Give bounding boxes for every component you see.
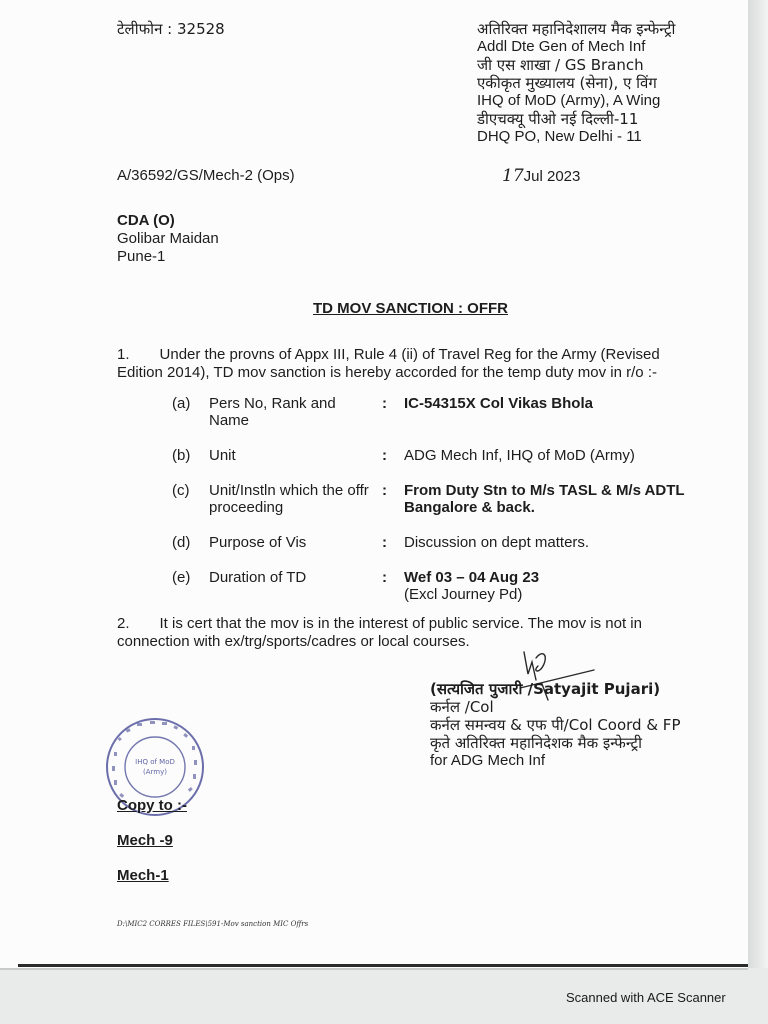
copy-to-heading: Copy to :-	[117, 797, 187, 814]
item-name: Unit	[209, 447, 236, 464]
item-value: Wef 03 – 04 Aug 23	[404, 569, 540, 586]
address-line: डीएचक्यू पीओ नई दिल्ली-11	[477, 110, 639, 128]
para-1-number: 1.	[117, 346, 130, 363]
page-edge-shadow	[748, 0, 768, 968]
para-1-line-1	[117, 346, 660, 364]
item-label: (b)	[172, 447, 191, 464]
letter-date	[502, 167, 580, 186]
item-label: (d)	[172, 534, 191, 551]
copy-recipient: Mech -9	[117, 832, 173, 849]
item-name: Purpose of Vis	[209, 534, 307, 551]
item-colon: :	[382, 447, 387, 464]
para-2-line-1	[117, 615, 642, 633]
item-colon: :	[382, 569, 387, 586]
para-2-text: It is cert that the mov is in the interest of public service. The mov is not in	[159, 615, 642, 632]
para-1-line-2: Edition 2014), TD mov sanction is hereby accorded for the temp duty mov in r/o :-	[117, 364, 657, 381]
scanner-watermark: Scanned with ACE Scanner	[566, 990, 726, 1005]
address-line: Addl Dte Gen of Mech Inf	[477, 38, 646, 55]
signatory-rank: कर्नल /Col	[430, 698, 494, 716]
stamp-inner-line-1: IHQ of MoD	[135, 758, 175, 766]
reference-number: A/36592/GS/Mech-2 (Ops)	[117, 167, 295, 184]
item-value: From Duty Stn to M/s TASL & M/s ADTL Bangalore & back.	[404, 482, 685, 516]
item-value: ADG Mech Inf, IHQ of MoD (Army)	[404, 447, 635, 464]
address-line: एकीकृत मुख्यालय (सेना), ए विंग	[477, 74, 657, 92]
telephone-number: टेलीफोन : 32528	[117, 20, 225, 38]
subject-heading: TD MOV SANCTION : OFFR	[313, 300, 508, 317]
item-colon: :	[382, 534, 387, 551]
item-name: Unit/Instln which the offr proceeding	[209, 482, 369, 516]
signatory-name: (सत्यजित पुजारी /Satyajit Pujari)	[430, 680, 661, 698]
addressee-line: Pune-1	[117, 248, 166, 265]
stamp-inner-line-2: (Army)	[143, 768, 167, 776]
address-line: DHQ PO, New Delhi - 11	[477, 128, 642, 145]
date-day-handwritten: 17	[502, 166, 524, 186]
file-path-footer: D:\MIC2 CORRES FILES\591-Mov sanction MIC Offrs	[117, 920, 309, 928]
addressee-line: Golibar Maidan	[117, 230, 219, 247]
item-colon: :	[382, 395, 387, 412]
address-line: जी एस शाखा / GS Branch	[477, 56, 644, 74]
address-line: अतिरिक्त महानिदेशालय मैक इन्फेन्ट्री	[477, 20, 676, 38]
para-1-text: Under the provns of Appx III, Rule 4 (ii) of Travel Reg for the Army (Revised	[159, 346, 660, 363]
page-bottom-edge	[18, 964, 748, 967]
para-1	[117, 346, 660, 382]
date-month-year: Jul 2023	[523, 168, 581, 185]
item-name: Duration of TD	[209, 569, 307, 586]
item-value-block	[404, 569, 704, 603]
signature-block	[430, 680, 680, 770]
addressee-block	[117, 212, 219, 266]
item-label: (c)	[172, 482, 190, 499]
item-label: (a)	[172, 395, 191, 412]
para-2-line-2: connection with ex/trg/sports/cadres or local courses.	[117, 633, 470, 650]
item-colon: :	[382, 482, 387, 499]
letterhead-address	[477, 20, 675, 146]
item-value: Discussion on dept matters.	[404, 534, 590, 551]
copy-recipient: Mech-1	[117, 867, 169, 884]
para-2-number: 2.	[117, 615, 130, 632]
address-line: IHQ of MoD (Army), A Wing	[477, 92, 661, 109]
signatory-appointment: कर्नल समन्वय & एफ पी/Col Coord & FP	[430, 716, 681, 734]
item-name: Pers No, Rank and Name	[209, 395, 336, 429]
item-value: IC-54315X Col Vikas Bhola	[404, 395, 593, 412]
addressee-line: CDA (O)	[117, 212, 175, 229]
item-label: (e)	[172, 569, 191, 586]
item-value-note: (Excl Journey Pd)	[404, 586, 523, 603]
signatory-for-hindi: कृते अतिरिक्त महानिदेशक मैक इन्फेन्ट्री	[430, 734, 642, 752]
signatory-for-english: for ADG Mech Inf	[430, 752, 546, 769]
